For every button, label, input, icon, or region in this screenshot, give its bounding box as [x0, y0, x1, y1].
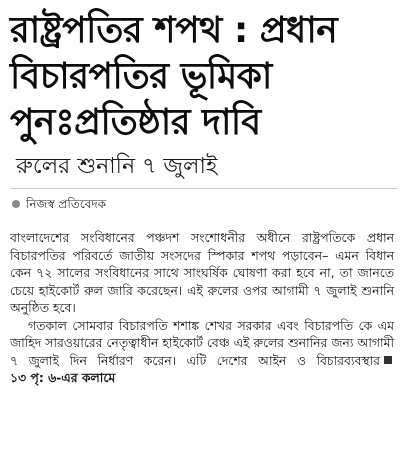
byline-text: নিজস্ব প্রতিবেদক: [26, 197, 107, 211]
subheadline: রুলের শুনানি ৭ জুলাই: [16, 154, 218, 179]
byline: [10, 195, 398, 213]
headline-line-1: রাষ্ট্রপতির শপথ : প্রধান: [10, 10, 338, 51]
headline: [10, 8, 398, 146]
bullet-icon: [12, 200, 20, 208]
continued-link[interactable]: ১৩ পৃ: ৬-এর কলামে: [10, 370, 116, 385]
paragraph-2-text: গতকাল সোমবার বিচারপতি শশাঙ্ক শেখর সরকার এবং বিচারপতি কে এম জাহিদ সারওয়ারের নেতৃত্বাধীন হাইকোর্ট বেঞ্চ এই রুলের শুনানির জন্য আগামী ৭ জুলাই দিন নির্ধারণ করেন। এটি দেশের আইন ও বিচারব্যবস্থার: [10, 317, 394, 368]
headline-line-2: বিচারপতির ভূমিকা: [10, 56, 272, 97]
paragraph-2: [10, 317, 394, 387]
paragraph-1: বাংলাদেশের সংবিধানের পঞ্চদশ সংশোধনীর অধীনে রাষ্ট্রপতিকে প্রধান বিচারপতির পরিবর্তে জাতীয় সংসদের স্পিকার শপথ পড়াবেন– এমন বিধান কেন ৭২ সালের সংবিধানের সাথে সাংঘর্ষিক ঘোষণা করা হবে না, তা জানতে চেয়ে হাইকোর্ট রুল জারি করেছেন। এই রুলের ওপর আগামী ৭ জুলাই শুনানি অনুষ্ঠিত হবে।: [10, 230, 394, 315]
continuation-square-icon: [384, 356, 392, 364]
divider: [10, 188, 398, 189]
article-body: [10, 229, 398, 387]
headline-line-3: পুনঃপ্রতিষ্ঠার দাবি: [10, 102, 261, 143]
